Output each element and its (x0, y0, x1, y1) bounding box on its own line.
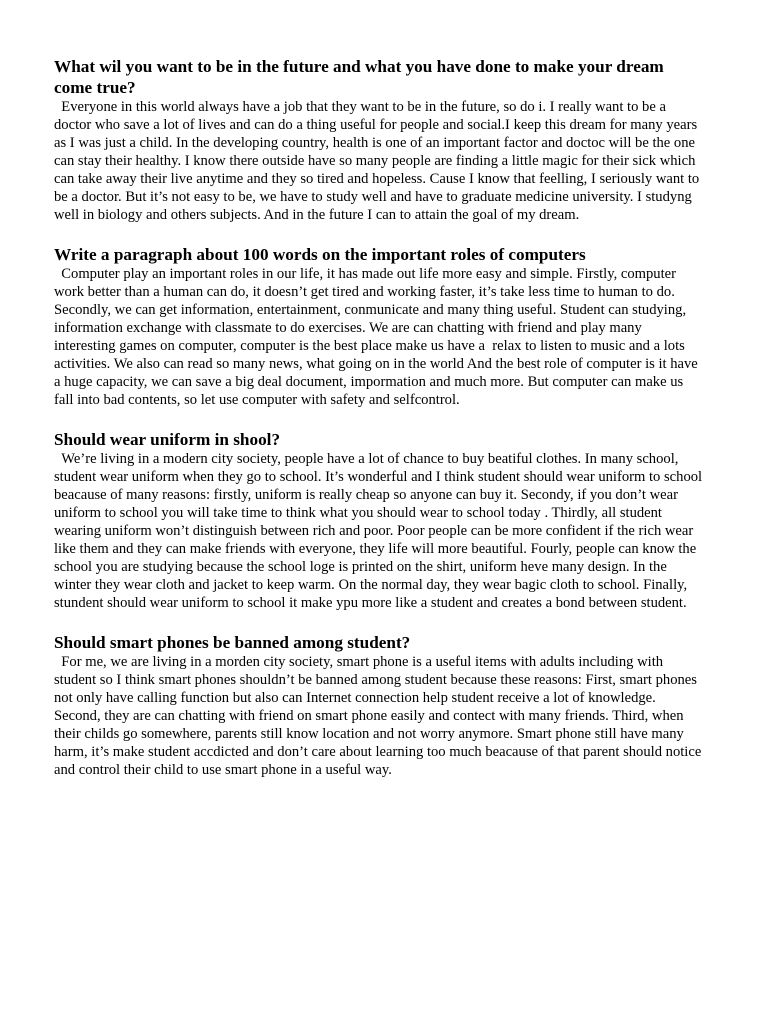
section-future-dream (54, 56, 704, 224)
section-heading: What wil you want to be in the future and what you have done to make your dream come true? (54, 57, 664, 97)
section-smart-phones (54, 632, 704, 779)
section-heading: Should wear uniform in shool? (54, 430, 281, 449)
section-body: Everyone in this world always have a job that they want to be in the future, so do i. I really want to be a doctor who save a lot of lives and can do a thing useful for people and social.I keep this dream for many years as I was just a child. In the developing country, health is one of an important factor and doctoc will be the one can stay their healthy. I know there outside have so many people are finding a little magic for their sick which can take away their live anytime and they so tired and hopeless. Cause I know that feelling, I seriously want to be a doctor. But it’s not easy to be, we have to study well and have to graduate medicine university. I studyng well in biology and others subjects. And in the future I can to attain the goal of my dream. (54, 99, 703, 223)
section-heading: Should smart phones be banned among student? (54, 633, 411, 652)
section-body: For me, we are living in a morden city society, smart phone is a useful items with adults including with student so I think smart phones shouldn’t be banned among student because these reasons: First, smart phones not only have calling function but also can Internet connection help student receive a lot of knowledge. Second, they are can chatting with friend on smart phone easily and contect with many friends. Third, when their childs go somewhere, parents still know location and not worry anymore. Smart phone still have many harm, it’s make student accdicted and don’t care about learning too much beacause of that parent should notice and control their child to use smart phone in a useful way. (54, 654, 705, 778)
section-computers (54, 244, 704, 409)
section-heading: Write a paragraph about 100 words on the important roles of computers (54, 245, 586, 264)
section-body: We’re living in a modern city society, people have a lot of chance to buy beatiful clothes. In many school, student wear uniform when they go to school. It’s wonderful and I think student should wear uniform to school beacause of many reasons: firstly, uniform is really cheap so anyone can buy it. Secondy, if you don’t wear uniform to school you will take time to think what you should wear to school today . Thirdly, all student wearing uniform won’t distinguish between rich and poor. Poor people can be more confident if the rich wear like them and they can make friends with everyone, they life will more beautiful. Fourly, people can know the school you are studying because the school loge is printed on the shirt, uniform heve many design. In the winter they wear cloth and jacket to keep warm. On the normal day, they wear bagic cloth to school. Finally, stundent should wear uniform to school it make ypu more like a student and creates a bond between student. (54, 451, 706, 611)
section-body: Computer play an important roles in our life, it has made out life more easy and simple. Firstly, computer work better than a human can do, it doesn’t get tired and working faster, it’s take less time to human to do. Secondly, we can get information, entertainment, conmunicate and many thing useful. Student can studying, information exchange with classmate to do exercises. We are can chatting with friend and play many interesting games on computer, computer is the best place make us have a relax to listen to music and a lots activities. We also can read so many news, what going on in the world And the best role of computer is it have a huge capacity, we can save a big deal document, impormation and much more. But computer can make us fall into bad contents, so let use computer with safety and selfcontrol. (54, 266, 702, 408)
document-page (54, 56, 704, 799)
section-uniform (54, 429, 704, 612)
